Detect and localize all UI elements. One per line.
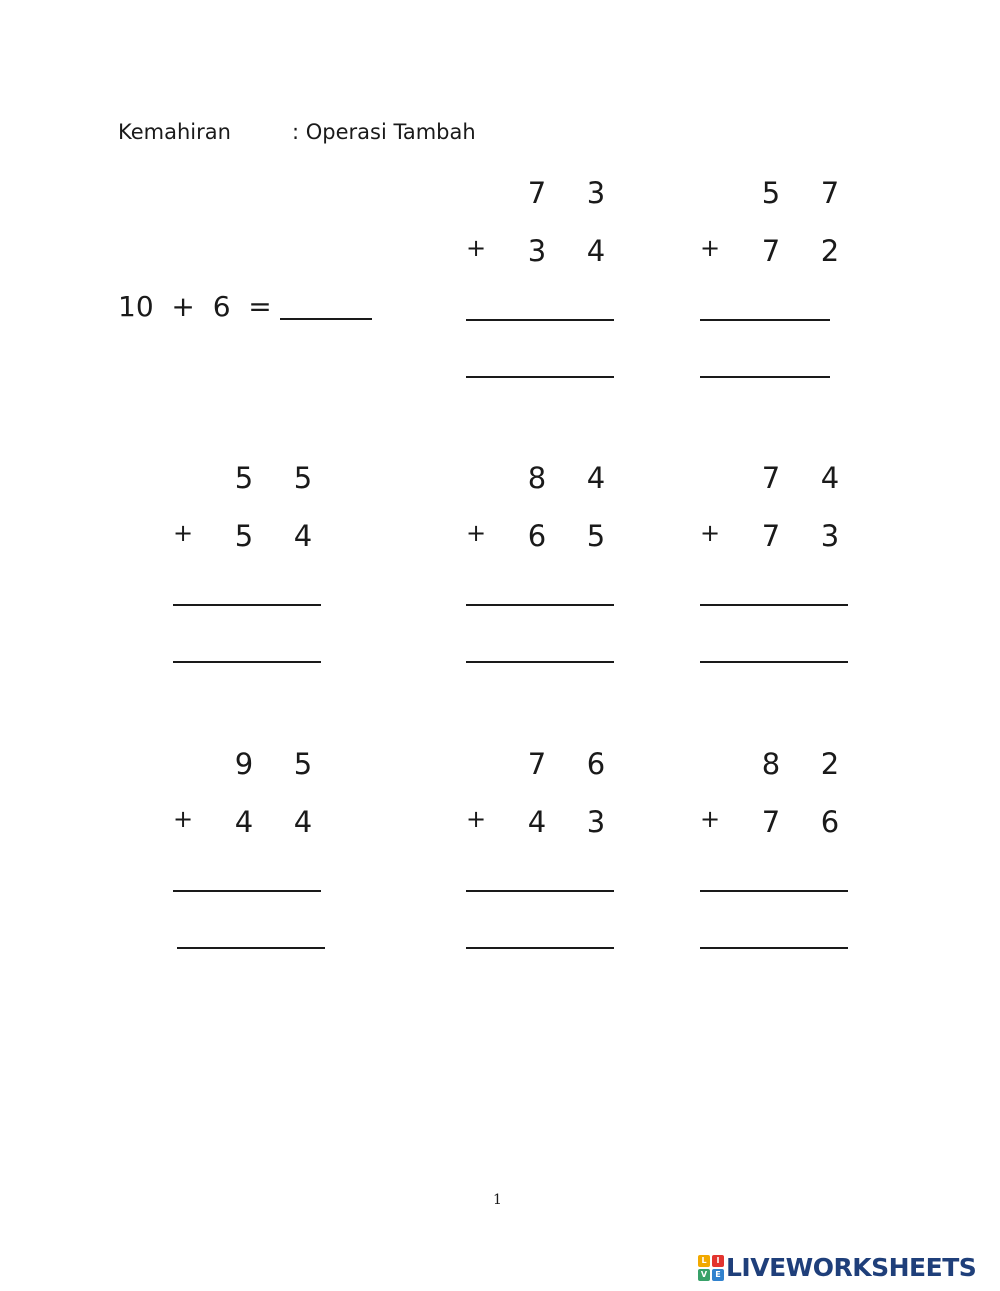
- tens-digit-top: 7: [527, 747, 547, 781]
- answer-line[interactable]: [700, 604, 848, 606]
- inline-equation-text: 10 + 6 =: [118, 290, 272, 323]
- ones-digit-top: 5: [293, 461, 313, 495]
- ones-digit-top: 5: [293, 747, 313, 781]
- tens-digit-top: 8: [761, 747, 781, 781]
- tens-digit-bottom: 4: [527, 805, 547, 839]
- answer-line[interactable]: [466, 661, 614, 663]
- ones-digit-bottom: 4: [293, 519, 313, 553]
- ones-digit-bottom: 5: [586, 519, 606, 553]
- answer-line[interactable]: [700, 661, 848, 663]
- ones-digit-top: 7: [820, 176, 840, 210]
- brand-name: LIVEWORKSHEETS: [726, 1253, 977, 1282]
- ones-digit-bottom: 6: [820, 805, 840, 839]
- tens-digit-top: 8: [527, 461, 547, 495]
- ones-digit-bottom: 2: [820, 234, 840, 268]
- answer-line[interactable]: [700, 890, 848, 892]
- tens-digit-bottom: 7: [761, 519, 781, 553]
- answer-line[interactable]: [173, 890, 321, 892]
- answer-line[interactable]: [173, 661, 321, 663]
- ones-digit-bottom: 3: [586, 805, 606, 839]
- tens-digit-bottom: 3: [527, 234, 547, 268]
- tens-digit-top: 5: [761, 176, 781, 210]
- answer-line[interactable]: [466, 604, 614, 606]
- tens-digit-bottom: 6: [527, 519, 547, 553]
- logo-letter: V: [698, 1269, 710, 1281]
- logo-letter: L: [698, 1255, 710, 1267]
- answer-line[interactable]: [700, 376, 830, 378]
- tens-digit-bottom: 5: [234, 519, 254, 553]
- ones-digit-top: 3: [586, 176, 606, 210]
- ones-digit-bottom: 4: [293, 805, 313, 839]
- tens-digit-bottom: 4: [234, 805, 254, 839]
- plus-sign: +: [466, 805, 487, 833]
- inline-answer-blank[interactable]: [280, 292, 372, 320]
- brand-logo[interactable]: [698, 1253, 976, 1282]
- logo-letter: I: [712, 1255, 724, 1267]
- page-number: 1: [493, 1192, 502, 1208]
- answer-line[interactable]: [700, 947, 848, 949]
- plus-sign: +: [173, 805, 194, 833]
- plus-sign: +: [466, 234, 487, 262]
- plus-sign: +: [700, 234, 721, 262]
- liveworksheets-logo-icon: [698, 1255, 724, 1281]
- tens-digit-top: 5: [234, 461, 254, 495]
- answer-line[interactable]: [700, 319, 830, 321]
- tens-digit-bottom: 7: [761, 805, 781, 839]
- ones-digit-top: 4: [586, 461, 606, 495]
- ones-digit-top: 4: [820, 461, 840, 495]
- worksheet-header-label: Kemahiran: [118, 120, 231, 144]
- tens-digit-top: 9: [234, 747, 254, 781]
- plus-sign: +: [173, 519, 194, 547]
- tens-digit-top: 7: [527, 176, 547, 210]
- plus-sign: +: [700, 519, 721, 547]
- answer-line[interactable]: [173, 604, 321, 606]
- answer-line[interactable]: [466, 319, 614, 321]
- ones-digit-bottom: 3: [820, 519, 840, 553]
- inline-equation: [118, 290, 372, 323]
- ones-digit-top: 2: [820, 747, 840, 781]
- ones-digit-bottom: 4: [586, 234, 606, 268]
- logo-letter: E: [712, 1269, 724, 1281]
- answer-line[interactable]: [177, 947, 325, 949]
- answer-line[interactable]: [466, 947, 614, 949]
- ones-digit-top: 6: [586, 747, 606, 781]
- worksheet-header-value: : Operasi Tambah: [292, 120, 476, 144]
- answer-line[interactable]: [466, 376, 614, 378]
- tens-digit-bottom: 7: [761, 234, 781, 268]
- tens-digit-top: 7: [761, 461, 781, 495]
- plus-sign: +: [466, 519, 487, 547]
- plus-sign: +: [700, 805, 721, 833]
- answer-line[interactable]: [466, 890, 614, 892]
